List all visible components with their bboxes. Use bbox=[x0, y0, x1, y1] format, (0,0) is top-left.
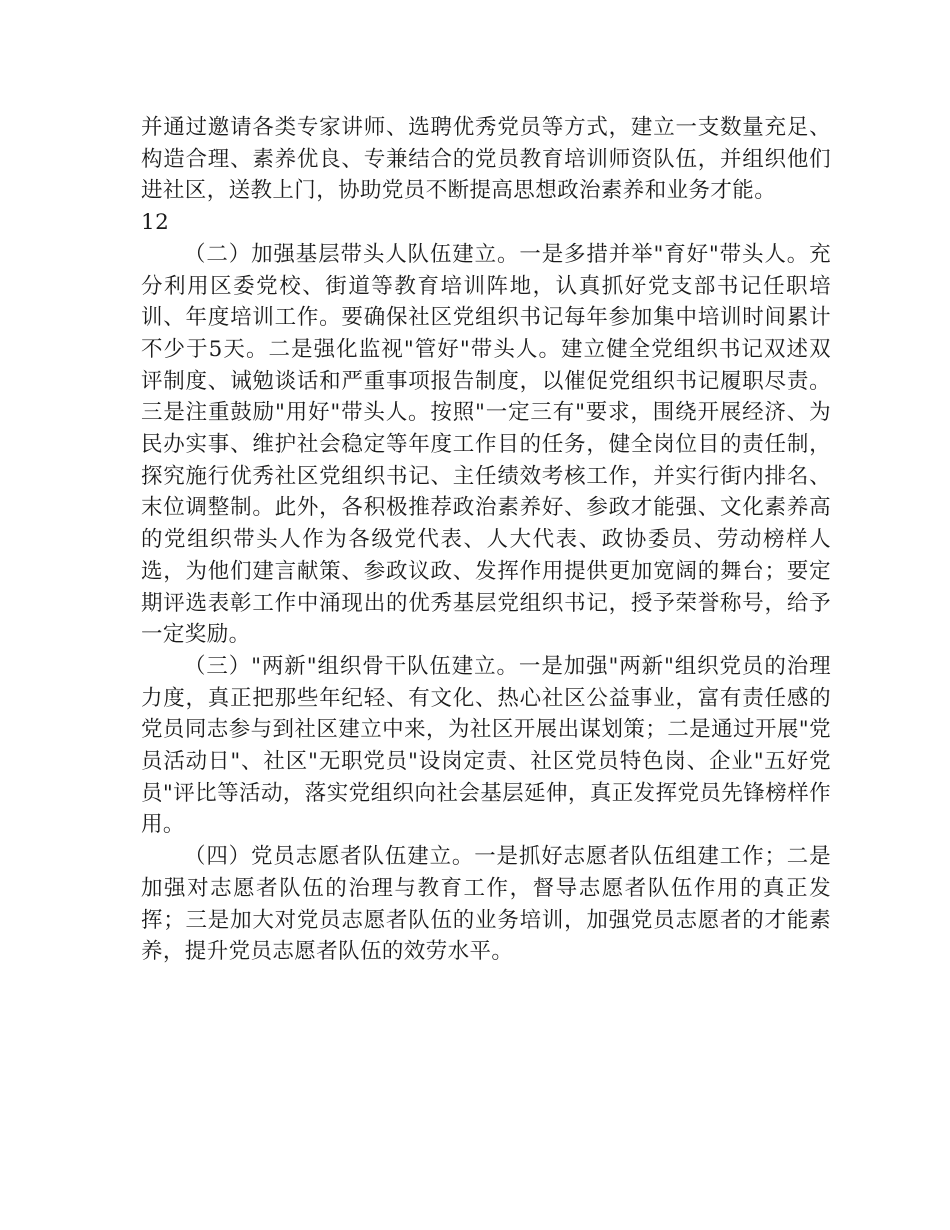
paragraph-section-four: （四）党员志愿者队伍建立。一是抓好志愿者队伍组建工作；二是加强对志愿者队伍的治理与教育工作，督导志愿者队伍作用的真正发挥；三是加大对党员志愿者队伍的业务培训，加强党员志愿者的才能素养，提升党员志愿者队伍的效劳水平。 bbox=[141, 844, 831, 965]
paragraph-intro-continuation: 并通过邀请各类专家讲师、选聘优秀党员等方式，建立一支数量充足、构造合理、素养优良、专兼结合的党员教育培训师资队伍，并组织他们进社区，送教上门，协助党员不断提高思想政治素养和业务才能。 bbox=[141, 115, 831, 204]
paragraph-section-two: （二）加强基层带头人队伍建立。一是多措并举"育好"带头人。充分利用区委党校、街道等教育培训阵地，认真抓好党支部书记任职培训、年度培训工作。要确保社区党组织书记每年参加集中培训时间累计不少于5天。二是强化监视"管好"带头人。建立健全党组织书记双述双评制度、诫勉谈话和严重事项报告制度，以催促党组织书记履职尽责。三是注重鼓励"用好"带头人。按照"一定三有"要求，围绕开展经济、为民办实事、维护社会稳定等年度工作目的任务，健全岗位目的责任制，探究施行优秀社区党组织书记、主任绩效考核工作，并实行街内排名、末位调整制。此外，各积极推荐政治素养好、参政才能强、文化素养高的党组织带头人作为各级党代表、人大代表、政协委员、劳动榜样人选，为他们建言献策、参政议政、发挥作用提供更加宽阔的舞台；要定期评选表彰工作中涌现出的优秀基层党组织书记，授予荣誉称号，给予一定奖励。 bbox=[141, 241, 831, 648]
document-body bbox=[141, 112, 831, 968]
page-number: 12 bbox=[141, 210, 170, 236]
paragraph-section-three: （三）"两新"组织骨干队伍建立。一是加强"两新"组织党员的治理力度，真正把那些年纪轻、有文化、热心社区公益事业，富有责任感的党员同志参与到社区建立中来，为社区开展出谋划策；二是通过开展"党员活动日"、社区"无职党员"设岗定责、社区党员特色岗、企业"五好党员"评比等活动，落实党组织向社会基层延伸，真正发挥党员先锋榜样作用。 bbox=[141, 653, 831, 838]
